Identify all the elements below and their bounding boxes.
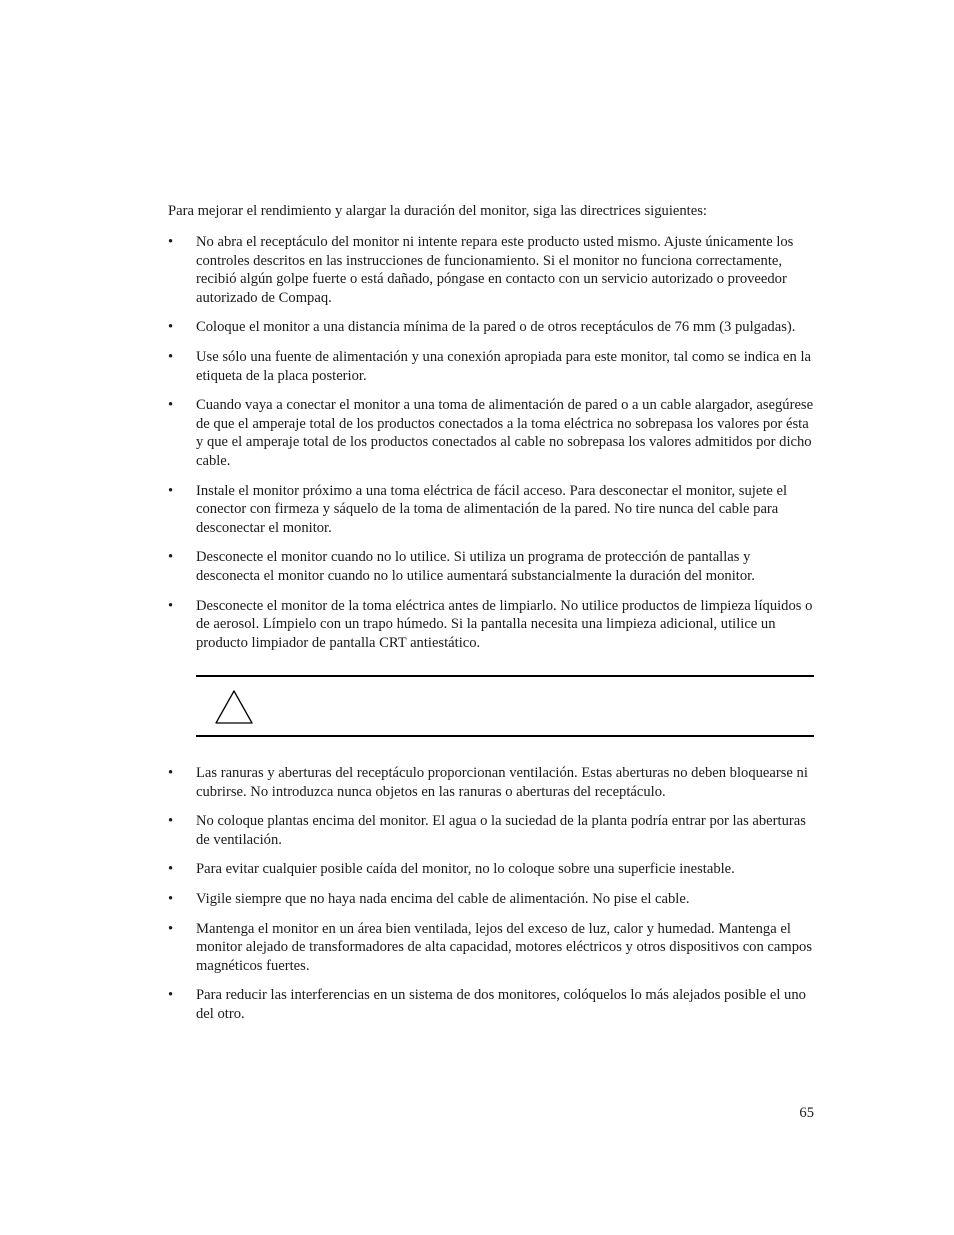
list-item [168,812,818,849]
list-item-text: Desconecte el monitor de la toma eléctrica antes de limpiarlo. No utilice productos de limpieza líquidos o de aerosol. Límpielo con un trapo húmedo. Si la pantalla necesita una limpieza adicional, utilice un producto limpiador de pantalla CRT antiestático. [196,597,813,651]
bullet: • [168,987,174,1004]
list-item-text: Mantenga el monitor en un área bien ventilada, lejos del exceso de luz, calor y humedad. Mantenga el monitor alejado de transformadores de alta capacidad, motores eléctricos y otros dispositivos con campos magnéticos fuertes. [196,920,812,974]
guidelines-list-a [168,233,818,663]
bullet: • [168,890,174,907]
list-item-text: No coloque plantas encima del monitor. El agua o la suciedad de la planta podría entrar por las aberturas de ventilación. [196,813,806,848]
guidelines-list-b [168,764,818,1035]
list-item [168,764,818,801]
list-item [168,548,818,585]
page-number: 65 [799,1105,814,1121]
bullet: • [168,597,174,614]
list-item-text: Para evitar cualquier posible caída del monitor, no lo coloque sobre una superficie inestable. [196,861,735,878]
bullet: • [168,765,174,781]
list-item [168,890,818,909]
list-item [168,233,818,307]
bullet: • [168,549,174,566]
bullet: • [168,348,174,365]
list-item-text: Use sólo una fuente de alimentación y una conexión apropiada para este monitor, tal como se indica en la etiqueta de la placa posterior. [196,348,811,384]
list-item [168,318,818,337]
bullet: • [168,861,174,878]
list-item [168,348,818,385]
list-item-text: Coloque el monitor a una distancia mínima de la pared o de otros receptáculos de 76 mm (3 pulgadas). [196,319,796,336]
warning-box [196,675,814,737]
bullet: • [168,397,174,414]
list-item-text: Instale el monitor próximo a una toma eléctrica de fácil acceso. Para desconectar el monitor, sujete el conector con firmeza y sáquelo de la toma de alimentación de la pared. No tire nunca del cable para desconectar el monitor. [196,482,788,536]
bullet: • [168,234,174,250]
list-item-text: Vigile siempre que no haya nada encima del cable de alimentación. No pise el cable. [196,890,690,907]
bullet: • [168,813,174,830]
list-item-text: Cuando vaya a conectar el monitor a una toma de alimentación de pared o a un cable alargador, asegúrese de que el amperaje total de los productos conectados a la toma eléctrica no sobrepasa los valores por ésta y que el amperaje total de los productos conectados al cable no sobrepasa los valores admitidos por dicho cable. [196,397,814,469]
list-item-text: Desconecte el monitor cuando no lo utilice. Si utiliza un programa de protección de pantallas y desconecta el monitor cuando no lo utilice aumentará substancialmente la duración del monitor. [196,549,755,584]
list-item [168,920,818,976]
list-item [168,482,818,538]
bullet: • [168,319,174,336]
list-item-text: Para reducir las interferencias en un sistema de dos monitores, colóquelos lo más alejados posible el uno del otro. [196,987,806,1022]
intro-paragraph: Para mejorar el rendimiento y alargar la duración del monitor, siga las directrices siguientes: [168,203,707,219]
bullet: • [168,482,174,499]
warning-triangle-icon [214,689,254,725]
list-item [168,860,818,879]
list-item-text: Las ranuras y aberturas del receptáculo proporcionan ventilación. Estas aberturas no deben bloquearse ni cubrirse. No introduzca nunca objetos en las ranuras o aberturas del receptáculo. [196,765,808,800]
list-item-text: No abra el receptáculo del monitor ni intente repara este producto usted mismo. Ajuste únicamente los controles descritos en las instrucciones de funcionamiento. Si el monitor no funciona correctamente, recibió algún golpe fuerte o está dañado, póngase en contacto con un servicio autorizado o proveedor autorizado de Compaq. [196,234,794,306]
bullet: • [168,920,174,937]
list-item [168,396,818,470]
list-item [168,986,818,1023]
list-item [168,597,818,653]
